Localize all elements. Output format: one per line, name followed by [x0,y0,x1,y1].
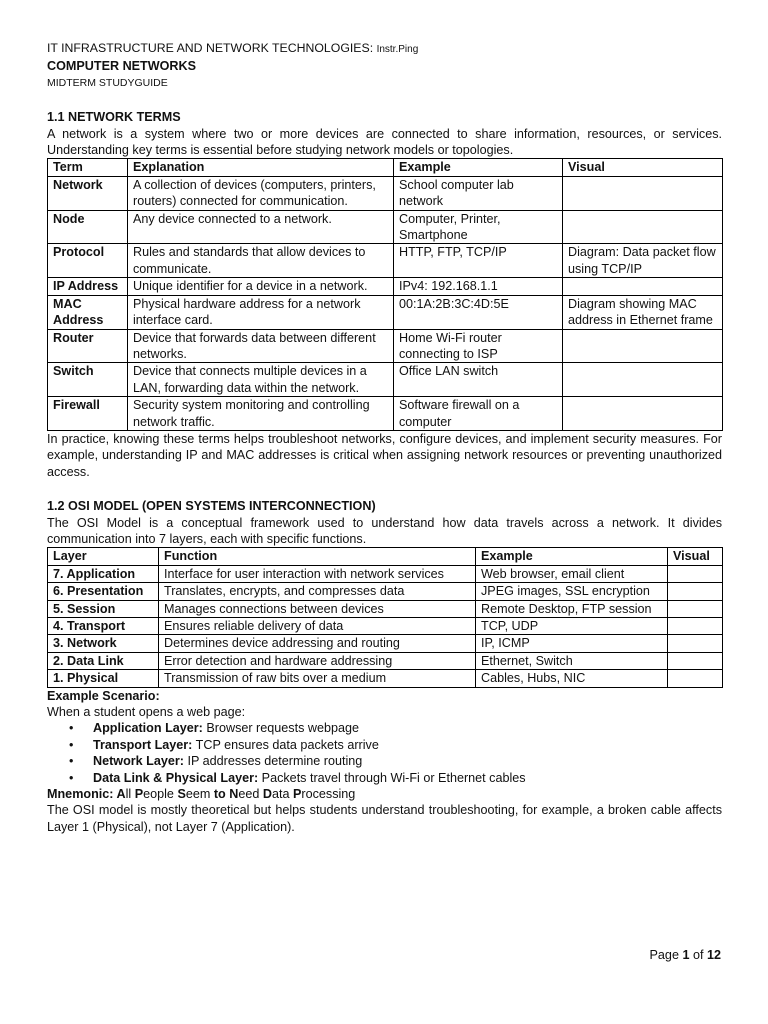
visual-cell [563,278,723,295]
visual-cell [668,670,723,687]
table-row [48,600,723,617]
table-row [48,618,723,635]
visual-cell: Diagram showing MAC address in Ethernet frame [563,295,723,329]
table-row [48,176,723,210]
example-cell: JPEG images, SSL encryption [476,583,668,600]
page-number [650,947,721,963]
column-header: Term [48,159,128,176]
mnemonic-label: Mnemonic: [47,787,117,802]
visual-cell [668,635,723,652]
function-cell: Determines device addressing and routing [159,635,476,652]
example-cell: Cables, Hubs, NIC [476,670,668,687]
explanation-cell: Device that forwards data between different networks. [128,329,394,363]
course-header [47,40,722,58]
table-row [48,329,723,363]
column-header: Visual [563,159,723,176]
page-label: Page [649,948,683,962]
explanation-cell: Physical hardware address for a network interface card. [128,295,394,329]
function-cell: Transmission of raw bits over a medium [159,670,476,687]
visual-cell [563,176,723,210]
table-row [48,583,723,600]
mnemonic-rest: ata [271,787,293,802]
column-header: Visual [668,548,723,565]
function-cell: Error detection and hardware addressing [159,652,476,669]
bullet-label: Network Layer: [93,754,184,769]
example-cell: Remote Desktop, FTP session [476,600,668,617]
table-row [48,210,723,244]
layer-cell: 4. Transport [48,618,159,635]
visual-cell [668,618,723,635]
bullet-label: Data Link & Physical Layer: [93,770,259,785]
term-cell: Switch [48,363,128,397]
bullet-text: IP addresses determine routing [184,754,363,769]
scenario-intro: When a student opens a web page: [47,705,246,720]
explanation-cell: Unique identifier for a device in a network. [128,278,394,295]
table-row [48,295,723,329]
layer-cell: 1. Physical [48,670,159,687]
visual-cell [668,600,723,617]
scenario-title: Example Scenario: [47,688,160,703]
term-cell: Protocol [48,244,128,278]
mnemonic-letter: S [177,787,186,802]
section-1-intro: A network is a system where two or more devices are connected to share information, resources, or services. Understanding key terms is essential before studying network models or topologies. [47,126,722,158]
column-header: Explanation [128,159,394,176]
column-header: Layer [48,548,159,565]
table-row [48,652,723,669]
list-item [93,737,722,753]
document-type: MIDTERM STUDYGUIDE [47,76,168,89]
column-header: Function [159,548,476,565]
example-cell: HTTP, FTP, TCP/IP [394,244,563,278]
mnemonic-letter: P [134,787,144,802]
visual-cell: Diagram: Data packet flow using TCP/IP [563,244,723,278]
term-cell: Node [48,210,128,244]
example-cell: Software firewall on a computer [394,397,563,431]
explanation-cell: A collection of devices (computers, printers, routers) connected for communication. [128,176,394,210]
example-cell: Home Wi-Fi router connecting to ISP [394,329,563,363]
closing-paragraph: The OSI model is mostly theoretical but helps students understand troubleshooting, for example, a broken cable affects Layer 1 (Physical), not Layer 7 (Application). [47,803,722,834]
visual-cell [563,210,723,244]
function-cell: Translates, encrypts, and compresses data [159,583,476,600]
layer-cell: 5. Session [48,600,159,617]
mnemonic-letter: P [293,787,302,802]
bullet-text: TCP ensures data packets arrive [192,737,379,752]
mnemonic-letter: A [116,787,126,802]
bullet-label: Application Layer: [93,721,203,736]
visual-cell [668,565,723,582]
document-page [47,40,722,835]
example-cell: Office LAN switch [394,363,563,397]
mnemonic [47,786,722,802]
section-1-outro: In practice, knowing these terms helps troubleshoot networks, configure devices, and implement security measures. For example, understanding IP and MAC addresses is critical when assigning network resources or preventing unauthorized access. [47,431,722,479]
visual-cell [563,329,723,363]
table-row [48,244,723,278]
scenario-list [47,720,722,786]
visual-cell [563,363,723,397]
list-item [93,720,722,736]
example-cell: School computer lab network [394,176,563,210]
function-cell: Ensures reliable delivery of data [159,618,476,635]
course-title: IT INFRASTRUCTURE AND NETWORK TECHNOLOGIES: [47,41,374,55]
visual-cell [563,397,723,431]
term-cell: Router [48,329,128,363]
layer-cell: 6. Presentation [48,583,159,600]
osi-model-table [47,547,723,687]
table-row [48,635,723,652]
section-1-title: 1.1 NETWORK TERMS [47,110,181,125]
function-cell: Manages connections between devices [159,600,476,617]
total-pages: 12 [706,948,721,962]
visual-cell [668,583,723,600]
table-row [48,565,723,582]
column-header: Example [394,159,563,176]
mnemonic-rest: eem [185,787,214,802]
example-cell: IPv4: 192.168.1.1 [394,278,563,295]
term-cell: Network [48,176,128,210]
mnemonic-rest: eople [143,787,178,802]
example-cell: Web browser, email client [476,565,668,582]
term-cell: Firewall [48,397,128,431]
mnemonic-rest: eed [238,787,263,802]
bullet-text: Browser requests webpage [202,721,359,736]
list-item [93,770,722,786]
example-cell: 00:1A:2B:3C:4D:5E [394,295,563,329]
column-header: Example [476,548,668,565]
visual-cell [668,652,723,669]
term-cell: IP Address [48,278,128,295]
mnemonic-rest: ll [125,787,135,802]
mnemonic-rest: rocessing [301,787,356,802]
current-page: 1 [682,948,690,962]
mnemonic-letter: D [262,787,272,802]
function-cell: Interface for user interaction with network services [159,565,476,582]
list-item [93,753,722,769]
section-2-intro: The OSI Model is a conceptual framework used to understand how data travels across a network. It divides communication into 7 layers, each with specific functions. [47,515,722,546]
subject-title: COMPUTER NETWORKS [47,59,197,74]
bullet-text: Packets travel through Wi-Fi or Ethernet cables [258,770,526,785]
mnemonic-letter: N [229,787,239,802]
example-cell: TCP, UDP [476,618,668,635]
example-cell: IP, ICMP [476,635,668,652]
layer-cell: 3. Network [48,635,159,652]
table-header-row [48,159,723,176]
table-header-row [48,548,723,565]
example-cell: Ethernet, Switch [476,652,668,669]
explanation-cell: Device that connects multiple devices in a LAN, forwarding data within the network. [128,363,394,397]
network-terms-table [47,158,723,431]
instructor-name: Instr.Ping [376,44,419,55]
table-row [48,278,723,295]
term-cell: MAC Address [48,295,128,329]
mnemonic-letter: to [213,787,230,802]
table-row [48,363,723,397]
table-row [48,670,723,687]
explanation-cell: Any device connected to a network. [128,210,394,244]
explanation-cell: Rules and standards that allow devices to communicate. [128,244,394,278]
table-row [48,397,723,431]
bullet-label: Transport Layer: [93,737,193,752]
of-label: of [689,948,707,962]
layer-cell: 2. Data Link [48,652,159,669]
example-cell: Computer, Printer, Smartphone [394,210,563,244]
section-2-title: 1.2 OSI MODEL (OPEN SYSTEMS INTERCONNECTION) [47,499,376,514]
explanation-cell: Security system monitoring and controlling network traffic. [128,397,394,431]
layer-cell: 7. Application [48,565,159,582]
